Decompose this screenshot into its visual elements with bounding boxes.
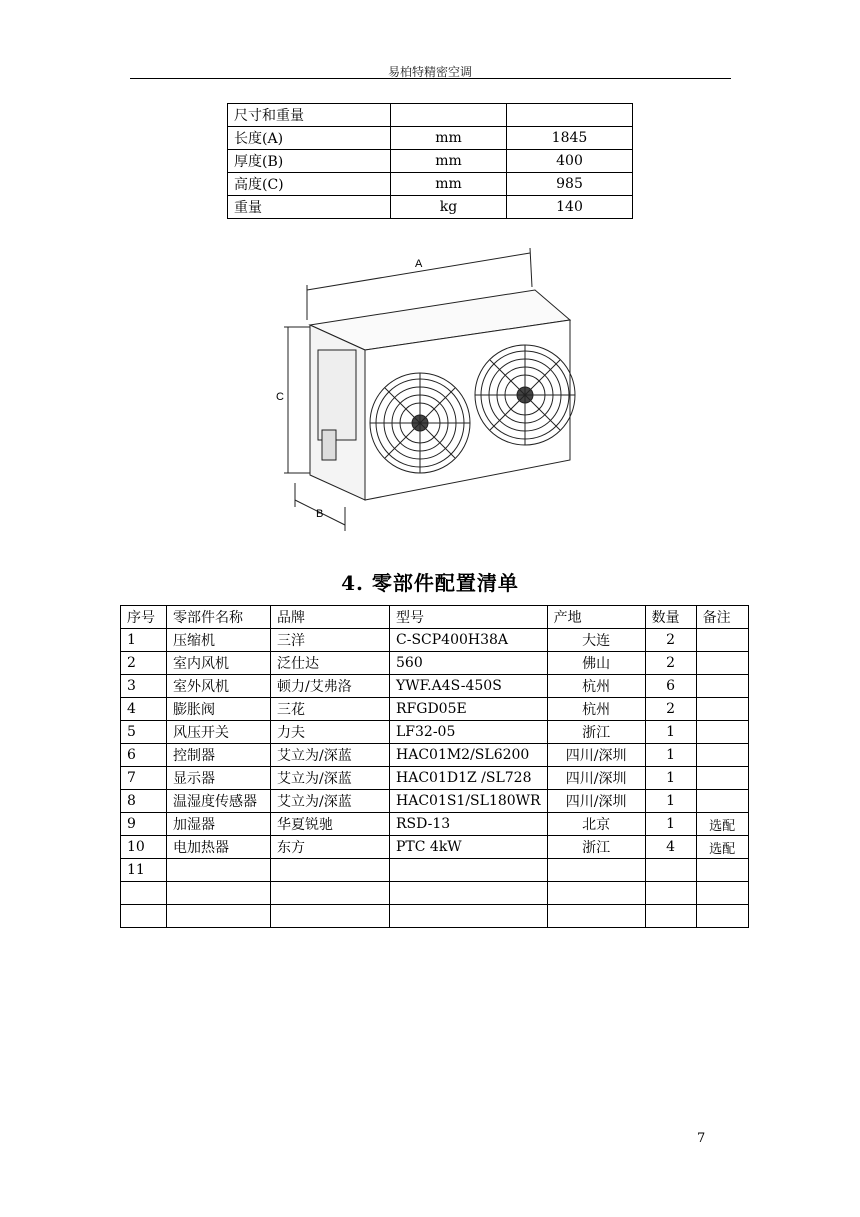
parts-cell [547,859,645,882]
dimensions-cell: mm [391,173,507,196]
parts-cell: 浙江 [547,836,645,859]
parts-cell [696,698,748,721]
parts-cell [696,790,748,813]
parts-cell [271,859,390,882]
dimensions-cell: 重量 [228,196,391,219]
dimensions-cell: 尺寸和重量 [228,104,391,127]
dimensions-cell: mm [391,127,507,150]
parts-cell: 加湿器 [167,813,271,836]
parts-row [121,882,749,905]
parts-cell: 室内风机 [167,652,271,675]
parts-header-cell: 型号 [390,606,548,629]
dimensions-row [228,104,633,127]
parts-cell: 三洋 [271,629,390,652]
parts-cell: HAC01D1Z /SL728 [390,767,548,790]
parts-cell: 560 [390,652,548,675]
dimensions-cell: 1845 [507,127,633,150]
parts-cell: PTC 4kW [390,836,548,859]
parts-cell: 2 [645,652,696,675]
fan-2 [475,345,575,445]
parts-cell [390,859,548,882]
parts-cell: 艾立为/深蓝 [271,767,390,790]
parts-cell [696,905,748,928]
dimensions-row [228,150,633,173]
dimensions-cell: 985 [507,173,633,196]
parts-cell: 压缩机 [167,629,271,652]
parts-cell: 11 [121,859,167,882]
parts-cell [121,882,167,905]
parts-cell [696,629,748,652]
dimensions-cell: 高度(C) [228,173,391,196]
parts-cell: 2 [645,698,696,721]
parts-cell: 电加热器 [167,836,271,859]
parts-row [121,675,749,698]
parts-cell: 4 [645,836,696,859]
parts-cell: 杭州 [547,675,645,698]
dimensions-cell: mm [391,150,507,173]
parts-cell: 四川/深圳 [547,790,645,813]
parts-table [120,605,749,928]
parts-row [121,836,749,859]
parts-cell [271,905,390,928]
dimension-label-c: C [276,391,284,403]
dimensions-cell: 140 [507,196,633,219]
parts-cell: 4 [121,698,167,721]
page-header-title: 易柏特精密空调 [387,65,472,79]
dimensions-row [228,173,633,196]
parts-cell [547,905,645,928]
dimensions-row [228,127,633,150]
parts-header-cell: 产地 [547,606,645,629]
parts-row [121,790,749,813]
parts-header-cell: 序号 [121,606,167,629]
dimensions-cell [507,104,633,127]
dimensions-table [227,103,633,219]
section-heading: 4. 零部件配置清单 [341,571,519,595]
parts-cell: 1 [645,790,696,813]
parts-cell: 室外风机 [167,675,271,698]
parts-cell: 三花 [271,698,390,721]
dimensions-cell: 厚度(B) [228,150,391,173]
parts-cell [645,882,696,905]
parts-cell: LF32-05 [390,721,548,744]
parts-row [121,652,749,675]
parts-cell: 四川/深圳 [547,767,645,790]
parts-cell: 温湿度传感器 [167,790,271,813]
parts-cell: 力夫 [271,721,390,744]
parts-header-cell: 数量 [645,606,696,629]
parts-cell: 10 [121,836,167,859]
parts-cell: 选配 [696,813,748,836]
parts-cell [547,882,645,905]
parts-cell: 1 [645,721,696,744]
parts-cell [696,744,748,767]
parts-cell: 风压开关 [167,721,271,744]
parts-row [121,744,749,767]
parts-cell: 浙江 [547,721,645,744]
parts-cell [696,675,748,698]
parts-cell: 北京 [547,813,645,836]
parts-cell: 5 [121,721,167,744]
parts-cell: 7 [121,767,167,790]
parts-cell [696,652,748,675]
parts-row [121,813,749,836]
parts-cell: 1 [645,767,696,790]
page-number: 7 [697,1131,706,1146]
parts-cell: YWF.A4S-450S [390,675,548,698]
parts-cell: 膨胀阀 [167,698,271,721]
parts-header-cell: 备注 [696,606,748,629]
parts-cell [167,905,271,928]
parts-cell: 艾立为/深蓝 [271,790,390,813]
parts-cell: 泛仕达 [271,652,390,675]
dimensions-cell: 长度(A) [228,127,391,150]
parts-header-cell: 品牌 [271,606,390,629]
parts-cell [271,882,390,905]
parts-cell: 大连 [547,629,645,652]
parts-cell: 1 [645,744,696,767]
parts-cell [167,859,271,882]
parts-cell: HAC01S1/SL180WR [390,790,548,813]
parts-cell: 佛山 [547,652,645,675]
parts-row [121,721,749,744]
parts-cell [390,882,548,905]
parts-cell [696,859,748,882]
parts-cell [696,882,748,905]
dimensions-cell: 400 [507,150,633,173]
parts-cell [645,859,696,882]
fan-1 [370,373,470,473]
parts-cell [390,905,548,928]
parts-row [121,698,749,721]
parts-cell: 6 [121,744,167,767]
parts-cell: 顿力/艾弗洛 [271,675,390,698]
parts-row [121,767,749,790]
parts-cell: 8 [121,790,167,813]
parts-cell: 1 [645,813,696,836]
parts-cell: C-SCP400H38A [390,629,548,652]
parts-cell: 3 [121,675,167,698]
parts-cell: HAC01M2/SL6200 [390,744,548,767]
parts-cell: 选配 [696,836,748,859]
parts-cell: 显示器 [167,767,271,790]
dimension-label-b: B [316,508,324,520]
parts-cell: RSD-13 [390,813,548,836]
dimensions-cell [391,104,507,127]
dimensions-row [228,196,633,219]
parts-row [121,629,749,652]
parts-row [121,905,749,928]
parts-cell [696,721,748,744]
parts-cell: 华夏锐驰 [271,813,390,836]
unit-dimension-drawing [270,245,590,535]
parts-cell [645,905,696,928]
dimension-label-a: A [415,258,423,270]
control-box [318,350,356,440]
parts-cell: 6 [645,675,696,698]
parts-cell: 1 [121,629,167,652]
parts-cell: 四川/深圳 [547,744,645,767]
parts-row [121,859,749,882]
parts-cell [167,882,271,905]
parts-cell: 控制器 [167,744,271,767]
parts-cell: 2 [121,652,167,675]
header-divider [130,78,731,79]
parts-cell [121,905,167,928]
parts-cell: RFGD05E [390,698,548,721]
parts-cell: 杭州 [547,698,645,721]
parts-header-cell: 零部件名称 [167,606,271,629]
parts-cell: 艾立为/深蓝 [271,744,390,767]
parts-cell [696,767,748,790]
parts-cell: 9 [121,813,167,836]
parts-cell: 2 [645,629,696,652]
dimensions-cell: kg [391,196,507,219]
parts-cell: 东方 [271,836,390,859]
